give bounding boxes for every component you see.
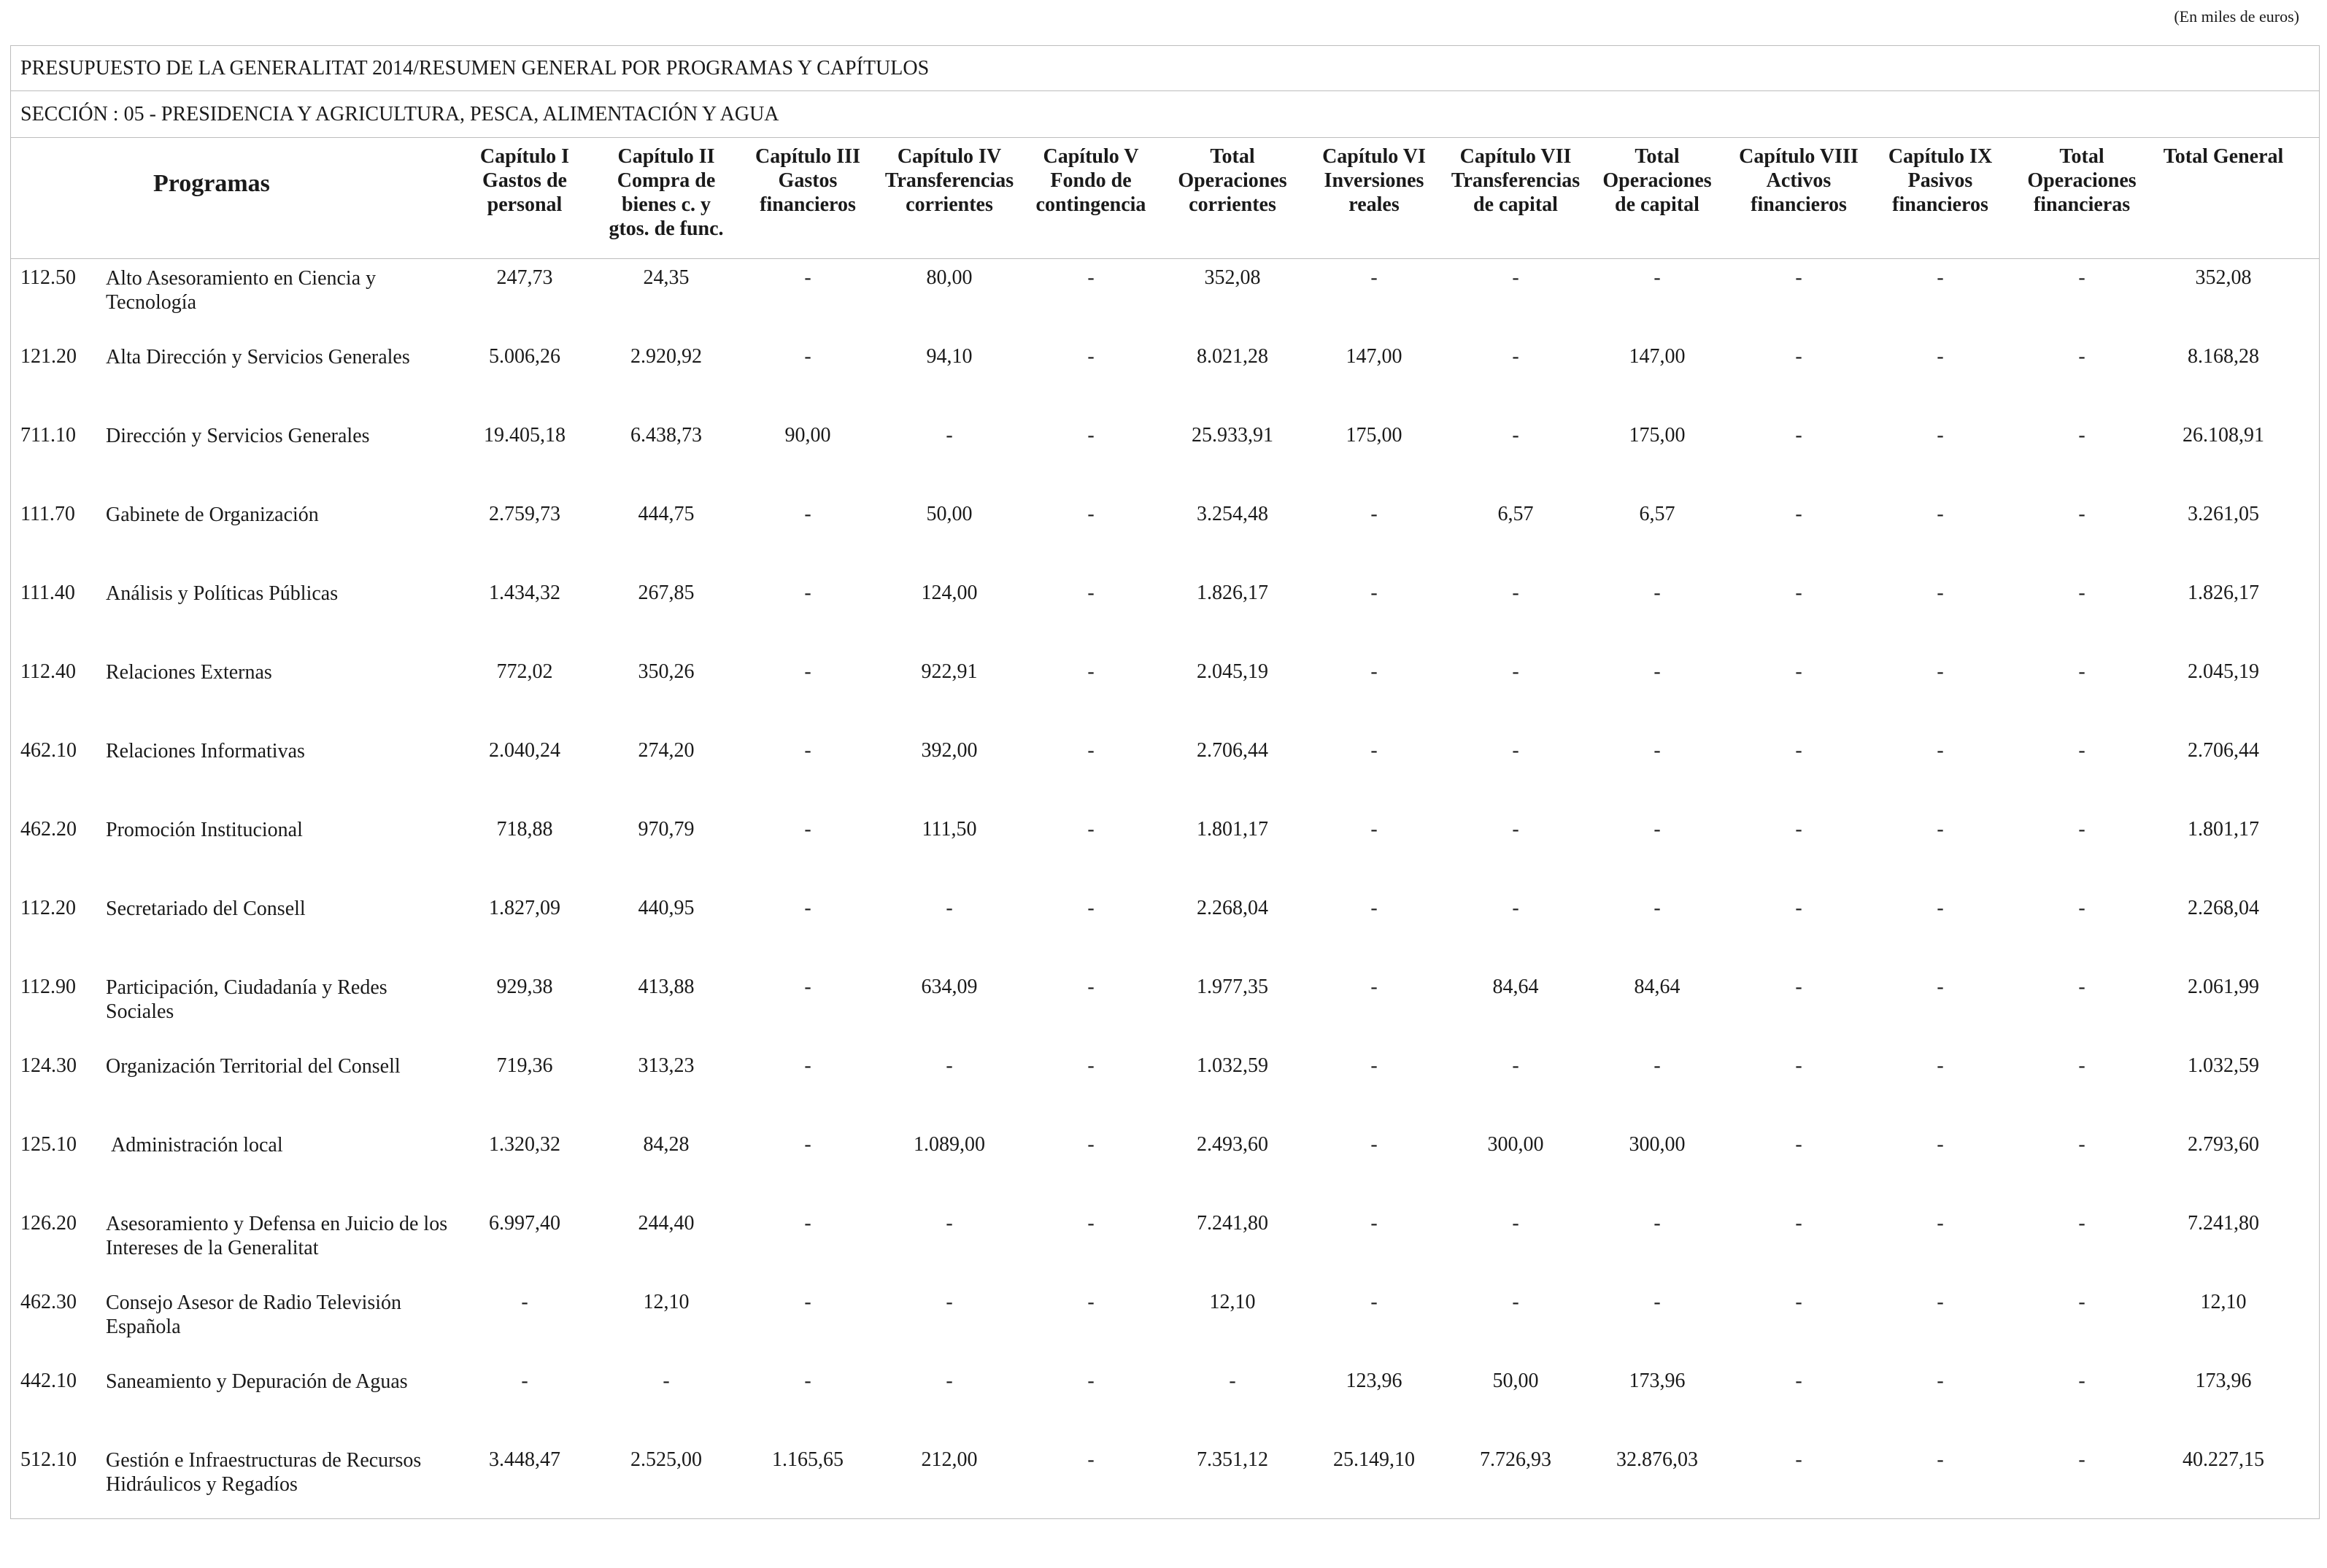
table-cell: 12,10 xyxy=(2200,1291,2247,1313)
table-cell: 718,88 xyxy=(496,818,553,841)
program-name: Alto Asesoramiento en Ciencia y Tecnología xyxy=(106,267,381,314)
table-cell: - xyxy=(804,1370,811,1392)
table-cell: - xyxy=(1370,897,1378,919)
table-cell: - xyxy=(1795,345,1802,368)
table-cell: - xyxy=(1087,976,1095,998)
table-cell: - xyxy=(1937,1291,1944,1313)
table-cell: 84,28 xyxy=(643,1133,690,1156)
table-row xyxy=(11,1205,2319,1283)
table-cell: - xyxy=(521,1370,528,1392)
column-header: Capítulo I Gastos de personal xyxy=(479,145,570,216)
table-cell: 719,36 xyxy=(496,1054,553,1077)
program-code: 112.50 xyxy=(20,266,76,289)
table-cell: 26.108,91 xyxy=(2183,424,2264,447)
table-cell: 8.168,28 xyxy=(2188,345,2259,368)
table-cell: - xyxy=(1512,739,1519,762)
table-cell: - xyxy=(2078,1370,2085,1392)
table-cell: - xyxy=(1370,976,1378,998)
table-cell: - xyxy=(1087,897,1095,919)
table-row xyxy=(11,889,2319,968)
table-cell: 772,02 xyxy=(496,660,553,683)
units-note: (En miles de euros) xyxy=(2174,7,2299,26)
table-cell: - xyxy=(946,1054,953,1077)
table-cell: 25.933,91 xyxy=(1192,424,1273,447)
table-cell: 300,00 xyxy=(1629,1133,1686,1156)
program-name: Secretariado del Consell xyxy=(106,897,306,920)
table-cell: 1.434,32 xyxy=(489,582,560,604)
table-cell: 90,00 xyxy=(784,424,831,447)
program-name: Asesoramiento y Defensa en Juicio de los Intereses de la Generalitat xyxy=(106,1213,453,1259)
table-cell: - xyxy=(804,1054,811,1077)
table-cell: - xyxy=(663,1370,670,1392)
table-cell: - xyxy=(2078,1448,2085,1471)
column-header: Total Operaciones corrientes xyxy=(1178,145,1287,216)
table-cell: - xyxy=(1087,503,1095,525)
table-cell: - xyxy=(1512,1054,1519,1077)
table-cell: 440,95 xyxy=(638,897,695,919)
table-cell: - xyxy=(804,897,811,919)
table-cell: - xyxy=(2078,582,2085,604)
table-cell: 6,57 xyxy=(1639,503,1675,525)
table-cell: 313,23 xyxy=(638,1054,695,1077)
table-cell: - xyxy=(1087,1133,1095,1156)
column-header: Total Operaciones de capital xyxy=(1602,145,1712,216)
header-programas: Programas xyxy=(153,170,270,197)
table-row xyxy=(11,968,2319,1047)
program-code: 512.10 xyxy=(20,1448,77,1471)
table-cell: - xyxy=(1512,818,1519,841)
table-cell: - xyxy=(804,266,811,289)
table-cell: 7.351,12 xyxy=(1197,1448,1268,1471)
table-cell: - xyxy=(804,739,811,762)
column-header: Capítulo V Fondo de contingencia xyxy=(1035,145,1146,216)
table-cell: 2.920,92 xyxy=(630,345,702,368)
section-title: SECCIÓN : 05 - PRESIDENCIA Y AGRICULTURA, PESCA, ALIMENTACIÓN Y AGUA xyxy=(11,91,2319,138)
table-title: PRESUPUESTO DE LA GENERALITAT 2014/RESUMEN GENERAL POR PROGRAMAS Y CAPÍTULOS xyxy=(11,46,2319,91)
table-cell: - xyxy=(1229,1370,1236,1392)
table-cell: - xyxy=(1937,582,1944,604)
table-cell: - xyxy=(1653,1212,1661,1235)
table-cell: 244,40 xyxy=(638,1212,695,1235)
program-name: Participación, Ciudadanía y Redes Sociales xyxy=(106,976,393,1023)
table-cell: - xyxy=(1370,818,1378,841)
table-cell: 2.040,24 xyxy=(489,739,560,762)
table-cell: 267,85 xyxy=(638,582,695,604)
table-cell: - xyxy=(1370,739,1378,762)
table-cell: - xyxy=(1512,1212,1519,1235)
table-cell: 2.268,04 xyxy=(1197,897,1268,919)
table-cell: - xyxy=(2078,739,2085,762)
table-row xyxy=(11,338,2319,417)
table-row xyxy=(11,653,2319,732)
column-header: Capítulo VI Inversiones reales xyxy=(1322,145,1426,216)
table-cell: 413,88 xyxy=(638,976,695,998)
table-cell: - xyxy=(804,818,811,841)
program-name: Promoción Institucional xyxy=(106,819,303,841)
table-cell: - xyxy=(1087,818,1095,841)
table-cell: - xyxy=(1795,1291,1802,1313)
table-cell: 80,00 xyxy=(926,266,973,289)
table-cell: 173,96 xyxy=(1629,1370,1686,1392)
table-cell: 84,64 xyxy=(1492,976,1539,998)
table-cell: - xyxy=(1653,739,1661,762)
table-cell: - xyxy=(1087,1054,1095,1077)
column-header: Capítulo IX Pasivos financieros xyxy=(1888,145,1993,216)
table-cell: - xyxy=(804,1291,811,1313)
table-cell: 50,00 xyxy=(1492,1370,1539,1392)
table-cell: - xyxy=(2078,818,2085,841)
table-row xyxy=(11,417,2319,495)
table-cell: - xyxy=(1937,739,1944,762)
program-name: Gabinete de Organización xyxy=(106,503,319,526)
table-cell: - xyxy=(1087,1212,1095,1235)
table-cell: - xyxy=(1370,660,1378,683)
table-cell: - xyxy=(804,503,811,525)
program-name: Gestión e Infraestructuras de Recursos Hidráulicos y Regadíos xyxy=(106,1449,427,1496)
table-cell: - xyxy=(1795,424,1802,447)
table-cell: - xyxy=(1937,976,1944,998)
table-cell: - xyxy=(1937,345,1944,368)
table-cell: - xyxy=(1512,582,1519,604)
table-cell: - xyxy=(1795,1212,1802,1235)
table-cell: - xyxy=(946,1291,953,1313)
program-name: Relaciones Informativas xyxy=(106,740,305,762)
program-name: Consejo Asesor de Radio Televisión Española xyxy=(106,1291,407,1338)
table-cell: - xyxy=(1937,1054,1944,1077)
table-cell: 2.793,60 xyxy=(2188,1133,2259,1156)
table-cell: 25.149,10 xyxy=(1333,1448,1415,1471)
table-cell: - xyxy=(1795,660,1802,683)
table-cell: 6.997,40 xyxy=(489,1212,560,1235)
table-cell: 2.268,04 xyxy=(2188,897,2259,919)
program-code: 111.70 xyxy=(20,503,75,525)
table-cell: - xyxy=(1087,660,1095,683)
table-cell: 3.448,47 xyxy=(489,1448,560,1471)
table-cell: 352,08 xyxy=(1204,266,1261,289)
table-row xyxy=(11,1362,2319,1441)
table-row xyxy=(11,1126,2319,1205)
table-cell: - xyxy=(1937,503,1944,525)
table-cell: 212,00 xyxy=(921,1448,978,1471)
table-cell: 12,10 xyxy=(1209,1291,1256,1313)
table-cell: 24,35 xyxy=(643,266,690,289)
table-cell: 2.493,60 xyxy=(1197,1133,1268,1156)
program-code: 121.20 xyxy=(20,345,77,368)
table-cell: 1.032,59 xyxy=(1197,1054,1268,1077)
table-cell: 40.227,15 xyxy=(2183,1448,2264,1471)
table-cell: - xyxy=(1795,897,1802,919)
table-cell: 123,96 xyxy=(1346,1370,1402,1392)
column-header: Total Operaciones financieras xyxy=(2027,145,2137,216)
table-cell: - xyxy=(1653,1291,1661,1313)
table-cell: - xyxy=(946,897,953,919)
table-cell: 2.706,44 xyxy=(2188,739,2259,762)
program-code: 462.20 xyxy=(20,818,77,841)
table-cell: - xyxy=(1653,266,1661,289)
table-cell: 247,73 xyxy=(496,266,553,289)
table-cell: - xyxy=(804,1133,811,1156)
table-cell: 84,64 xyxy=(1634,976,1680,998)
table-cell: 3.261,05 xyxy=(2188,503,2259,525)
table-cell: - xyxy=(521,1291,528,1313)
table-cell: - xyxy=(1512,897,1519,919)
table-cell: - xyxy=(1795,976,1802,998)
table-cell: - xyxy=(2078,660,2085,683)
table-cell: 929,38 xyxy=(496,976,553,998)
table-cell: 392,00 xyxy=(921,739,978,762)
table-cell: - xyxy=(1937,660,1944,683)
table-cell: 1.801,17 xyxy=(2188,818,2259,841)
table-cell: - xyxy=(1087,345,1095,368)
table-cell: - xyxy=(1653,897,1661,919)
program-name: Administración local xyxy=(106,1134,283,1156)
table-cell: 175,00 xyxy=(1346,424,1402,447)
table-cell: 94,10 xyxy=(926,345,973,368)
table-cell: - xyxy=(1937,424,1944,447)
table-cell: - xyxy=(1653,660,1661,683)
table-cell: - xyxy=(1937,1212,1944,1235)
table-cell: - xyxy=(1370,503,1378,525)
table-cell: - xyxy=(1937,1133,1944,1156)
table-cell: 1.826,17 xyxy=(2188,582,2259,604)
table-row xyxy=(11,495,2319,574)
table-cell: - xyxy=(1370,1212,1378,1235)
table-cell: - xyxy=(1653,1054,1661,1077)
table-cell: - xyxy=(1512,1291,1519,1313)
table-cell: - xyxy=(1512,660,1519,683)
table-cell: - xyxy=(2078,976,2085,998)
program-name: Relaciones Externas xyxy=(106,661,272,684)
table-cell: - xyxy=(1937,897,1944,919)
table-cell: - xyxy=(1795,1370,1802,1392)
table-cell: - xyxy=(1795,1054,1802,1077)
table-cell: - xyxy=(946,424,953,447)
table-cell: 147,00 xyxy=(1629,345,1686,368)
table-cell: - xyxy=(1795,503,1802,525)
table-cell: 1.801,17 xyxy=(1197,818,1268,841)
table-cell: 1.827,09 xyxy=(489,897,560,919)
program-name: Alta Dirección y Servicios Generales xyxy=(106,346,410,368)
table-row xyxy=(11,1441,2319,1520)
table-cell: 147,00 xyxy=(1346,345,1402,368)
table-cell: - xyxy=(2078,266,2085,289)
table-cell: 2.061,99 xyxy=(2188,976,2259,998)
table-cell: - xyxy=(1512,345,1519,368)
table-cell: 1.320,32 xyxy=(489,1133,560,1156)
table-cell: 1.089,00 xyxy=(914,1133,985,1156)
table-cell: - xyxy=(1370,1291,1378,1313)
table-cell: 634,09 xyxy=(921,976,978,998)
table-cell: 19.405,18 xyxy=(484,424,566,447)
table-cell: - xyxy=(1370,582,1378,604)
table-cell: - xyxy=(804,1212,811,1235)
table-cell: - xyxy=(804,345,811,368)
table-row xyxy=(11,1283,2319,1362)
table-cell: - xyxy=(1512,266,1519,289)
table-cell: 1.826,17 xyxy=(1197,582,1268,604)
table-cell: 2.045,19 xyxy=(2188,660,2259,683)
table-cell: - xyxy=(804,976,811,998)
table-header xyxy=(11,138,2319,259)
column-header: Capítulo VII Transferencias de capital xyxy=(1451,145,1581,216)
table-cell: 111,50 xyxy=(922,818,977,841)
table-cell: 2.045,19 xyxy=(1197,660,1268,683)
table-cell: - xyxy=(1795,739,1802,762)
program-name: Organización Territorial del Consell xyxy=(106,1055,401,1078)
table-cell: 2.759,73 xyxy=(489,503,560,525)
table-cell: - xyxy=(1653,818,1661,841)
table-row xyxy=(11,574,2319,653)
table-cell: - xyxy=(1087,1291,1095,1313)
table-row xyxy=(11,1047,2319,1126)
table-cell: - xyxy=(2078,345,2085,368)
table-cell: 50,00 xyxy=(926,503,973,525)
table-cell: - xyxy=(946,1370,953,1392)
table-cell: 1.977,35 xyxy=(1197,976,1268,998)
table-cell: - xyxy=(2078,503,2085,525)
column-header: Capítulo VIII Activos financieros xyxy=(1739,145,1859,216)
column-header: Capítulo II Compra de bienes c. y gtos. de func. xyxy=(609,145,724,240)
budget-table xyxy=(10,45,2320,1519)
table-cell: - xyxy=(1795,818,1802,841)
program-code: 711.10 xyxy=(20,424,76,447)
table-cell: - xyxy=(1937,818,1944,841)
table-cell: - xyxy=(1087,739,1095,762)
table-cell: 7.726,93 xyxy=(1480,1448,1551,1471)
table-cell: 350,26 xyxy=(638,660,695,683)
program-code: 111.40 xyxy=(20,582,75,604)
table-cell: - xyxy=(2078,424,2085,447)
program-name: Dirección y Servicios Generales xyxy=(106,425,370,447)
table-cell: 5.006,26 xyxy=(489,345,560,368)
table-cell: - xyxy=(1795,1448,1802,1471)
program-code: 125.10 xyxy=(20,1133,77,1156)
program-code: 442.10 xyxy=(20,1370,77,1392)
program-name: Análisis y Políticas Públicas xyxy=(106,582,339,605)
table-cell: - xyxy=(1937,1370,1944,1392)
table-cell: - xyxy=(1370,266,1378,289)
table-cell: 7.241,80 xyxy=(2188,1212,2259,1235)
table-cell: 175,00 xyxy=(1629,424,1686,447)
table-row xyxy=(11,732,2319,811)
table-cell: - xyxy=(1795,266,1802,289)
table-cell: - xyxy=(1087,1448,1095,1471)
program-code: 462.10 xyxy=(20,739,77,762)
table-cell: 444,75 xyxy=(638,503,695,525)
table-cell: - xyxy=(1795,1133,1802,1156)
table-cell: - xyxy=(1937,1448,1944,1471)
program-code: 124.30 xyxy=(20,1054,77,1077)
table-cell: - xyxy=(1370,1133,1378,1156)
table-cell: 274,20 xyxy=(638,739,695,762)
table-cell: - xyxy=(1795,582,1802,604)
table-cell: 6,57 xyxy=(1497,503,1534,525)
table-cell: - xyxy=(804,582,811,604)
program-code: 126.20 xyxy=(20,1212,77,1235)
program-code: 112.90 xyxy=(20,976,76,998)
table-cell: 1.032,59 xyxy=(2188,1054,2259,1077)
table-row xyxy=(11,259,2319,338)
column-header: Capítulo III Gastos financieros xyxy=(755,145,860,216)
table-cell: 300,00 xyxy=(1487,1133,1544,1156)
table-cell: - xyxy=(1087,1370,1095,1392)
table-cell: 124,00 xyxy=(921,582,978,604)
table-cell: - xyxy=(804,660,811,683)
column-header: Total General xyxy=(2163,145,2284,168)
table-cell: 7.241,80 xyxy=(1197,1212,1268,1235)
table-cell: - xyxy=(1370,1054,1378,1077)
table-cell: - xyxy=(2078,1212,2085,1235)
table-cell: 6.438,73 xyxy=(630,424,702,447)
table-cell: - xyxy=(2078,1291,2085,1313)
table-cell: 2.706,44 xyxy=(1197,739,1268,762)
table-cell: 352,08 xyxy=(2195,266,2252,289)
program-name: Saneamiento y Depuración de Aguas xyxy=(106,1370,408,1393)
table-cell: - xyxy=(2078,1054,2085,1077)
table-cell: 3.254,48 xyxy=(1197,503,1268,525)
table-cell: - xyxy=(2078,897,2085,919)
table-row xyxy=(11,811,2319,889)
table-cell: 1.165,65 xyxy=(772,1448,844,1471)
table-cell: 2.525,00 xyxy=(630,1448,702,1471)
program-code: 112.40 xyxy=(20,660,76,683)
table-cell: 12,10 xyxy=(643,1291,690,1313)
program-code: 462.30 xyxy=(20,1291,77,1313)
table-cell: - xyxy=(1937,266,1944,289)
table-cell: - xyxy=(1087,582,1095,604)
table-cell: 8.021,28 xyxy=(1197,345,1268,368)
table-cell: - xyxy=(2078,1133,2085,1156)
table-cell: 173,96 xyxy=(2195,1370,2252,1392)
table-cell: 970,79 xyxy=(638,818,695,841)
table-cell: 32.876,03 xyxy=(1616,1448,1698,1471)
table-cell: - xyxy=(946,1212,953,1235)
table-cell: 922,91 xyxy=(921,660,978,683)
table-cell: - xyxy=(1512,424,1519,447)
column-header: Capítulo IV Transferencias corrientes xyxy=(884,145,1014,216)
table-cell: - xyxy=(1087,266,1095,289)
program-code: 112.20 xyxy=(20,897,76,919)
table-cell: - xyxy=(1087,424,1095,447)
table-cell: - xyxy=(1653,582,1661,604)
